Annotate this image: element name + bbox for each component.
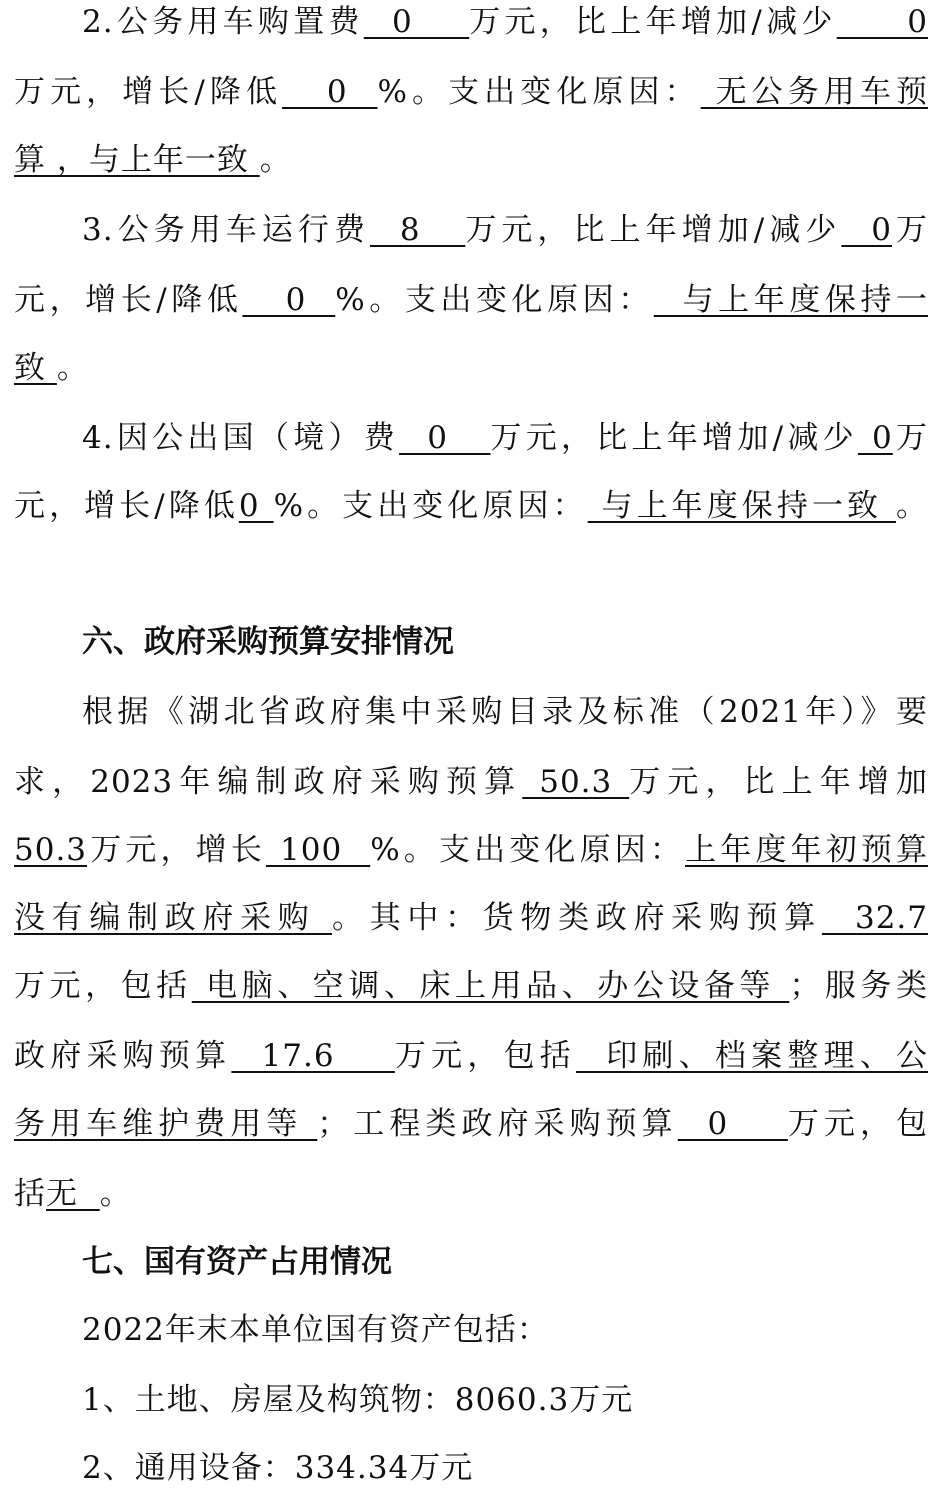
procurement-line-2	[14, 762, 928, 802]
text: 万	[891, 212, 928, 248]
text: 3.公务用车运行费	[82, 212, 371, 248]
text: 元，增长/降低	[14, 488, 239, 524]
text: 万元，比上年增加/减少	[465, 212, 842, 248]
text: 求，2023年编制政府采购预算	[14, 764, 523, 800]
text: 元，增长/降低	[14, 282, 243, 318]
section-heading-government-procurement: 六、政府采购预算安排情况	[82, 624, 454, 660]
text: 万元，增长/降低	[14, 74, 283, 110]
filled-blank: 0	[677, 1106, 788, 1142]
filled-blank: 算 ，与上年一致	[14, 142, 260, 178]
filled-blank: 印刷、档案整理、公	[576, 1038, 929, 1074]
filled-blank: 电脑、空调、床上用品、办公设备等	[191, 968, 790, 1004]
filled-blank: 50.3	[14, 832, 88, 868]
text: %。支出变化原因：	[273, 488, 588, 524]
filled-blank: 0	[841, 212, 892, 248]
filled-blank: 0	[282, 74, 378, 110]
assets-item-general-equipment: 2、通用设备：334.34万元	[82, 1450, 474, 1486]
text: %。支出变化原因：	[335, 282, 654, 318]
procurement-line-5	[14, 966, 928, 1006]
text: 政府采购预算	[14, 1038, 232, 1074]
filled-blank: 与上年度保持一致	[587, 488, 896, 524]
text: 。其中：货物类政府采购预算	[332, 900, 822, 936]
text: 。	[56, 350, 89, 386]
text: 4.因公出国（境）费	[82, 420, 400, 456]
text: 万元，包	[787, 1106, 928, 1142]
text: 括	[14, 1176, 46, 1212]
procurement-line-6	[14, 1036, 928, 1076]
filled-blank: 无公务用车预	[700, 74, 928, 110]
text: 万元，增长	[87, 832, 266, 868]
filled-blank: 50.3	[522, 764, 630, 800]
text: 万元，比上年增加	[629, 764, 929, 800]
filled-blank: 与上年度保持一	[653, 282, 929, 318]
section-heading-state-assets: 七、国有资产占用情况	[82, 1244, 392, 1280]
filled-blank: 8	[370, 212, 466, 248]
paragraph-vehicle-operation-line-3	[14, 348, 928, 388]
procurement-line-3	[14, 830, 928, 870]
filled-blank: 0	[836, 4, 929, 40]
paragraph-vehicle-purchase-line-1	[14, 2, 928, 42]
paragraph-overseas-travel-line-1	[14, 418, 928, 458]
text: 万元，包括	[14, 968, 192, 1004]
text: %。支出变化原因：	[370, 832, 686, 868]
text: 万元，比上年增加/减少	[469, 4, 837, 40]
procurement-line-8	[14, 1174, 928, 1214]
filled-blank: 0	[857, 420, 893, 456]
assets-item-land-buildings: 1、土地、房屋及构筑物：8060.3万元	[82, 1382, 634, 1418]
text: 。	[259, 142, 292, 178]
filled-blank: 0	[242, 282, 336, 318]
filled-blank: 致	[14, 350, 57, 386]
filled-blank: 100	[265, 832, 371, 868]
procurement-line-7	[14, 1104, 928, 1144]
procurement-line-4	[14, 898, 928, 938]
text: 。	[99, 1176, 132, 1212]
text: 。	[896, 488, 928, 524]
filled-blank: 32.7	[821, 900, 929, 936]
text: %。支出变化原因：	[377, 74, 701, 110]
paragraph-vehicle-operation-line-2	[14, 280, 928, 320]
filled-blank: 17.6	[231, 1038, 395, 1074]
text: 万元，包括	[394, 1038, 577, 1074]
text: ；工程类政府采购预算	[317, 1106, 678, 1142]
text: 万元，比上年增加/减少	[490, 420, 858, 456]
text: ；服务类	[789, 968, 928, 1004]
paragraph-vehicle-purchase-line-2	[14, 72, 928, 112]
paragraph-vehicle-operation-line-1	[14, 210, 928, 250]
filled-blank: 0	[363, 4, 470, 40]
assets-intro: 2022年末本单位国有资产包括：	[82, 1312, 549, 1348]
paragraph-vehicle-purchase-line-3	[14, 140, 928, 180]
text: 万	[892, 420, 929, 456]
text: 2.公务用车购置费	[82, 4, 364, 40]
filled-blank: 无	[46, 1176, 100, 1212]
filled-blank: 务用车维护费用等	[14, 1106, 318, 1142]
filled-blank: 上年度年初预算	[685, 832, 929, 868]
procurement-line-1: 根据《湖北省政府集中采购目录及标准（2021年）》要	[82, 694, 928, 730]
filled-blank: 没有编制政府采购	[14, 900, 333, 936]
filled-blank: 0	[238, 488, 274, 524]
filled-blank: 0	[399, 420, 491, 456]
paragraph-overseas-travel-line-2	[14, 486, 928, 526]
